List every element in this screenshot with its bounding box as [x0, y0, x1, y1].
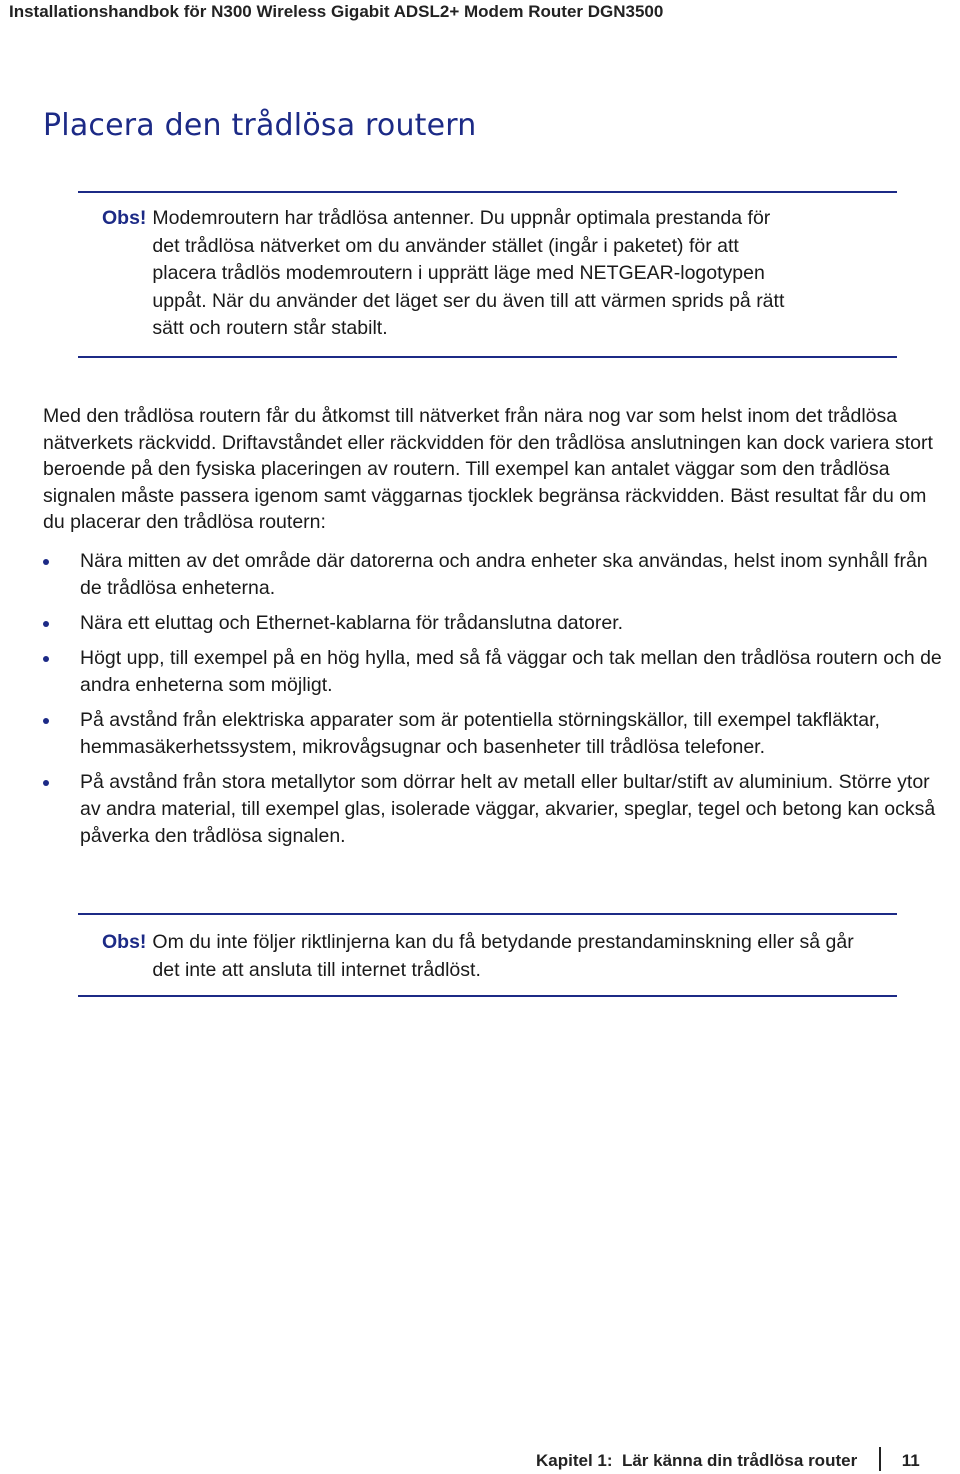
note-box-guidelines — [78, 913, 897, 997]
bullet-icon — [43, 780, 49, 786]
placement-list — [43, 548, 948, 858]
bullet-icon — [43, 559, 49, 565]
chapter-label: Kapitel 1: Lär känna din trådlösa router — [536, 1451, 858, 1470]
note-label: Obs! — [102, 207, 147, 229]
note-text: Modemroutern har trådlösa antenner. Du uppnår optimala prestanda för det trådlösa nätverket om du använder stället (ingår i paketet) för att placera trådlös modemroutern i upprätt läge med NETGEAR-logotypen uppåt. När du använder det läget ser du även till att värmen sprids på rätt sätt och routern står stabilt. — [152, 207, 785, 339]
list-item: Högt upp, till exempel på en hög hylla, med så få väggar och tak mellan den trådlösa routern och de andra enheterna som möjligt. — [43, 645, 948, 699]
document-header: Installationshandbok för N300 Wireless Gigabit ADSL2+ Modem Router DGN3500 — [9, 2, 664, 21]
note-label: Obs! — [102, 931, 147, 953]
bullet-icon — [43, 621, 49, 627]
bullet-icon — [43, 718, 49, 724]
list-item: Nära mitten av det område där datorerna och andra enheter ska användas, helst inom synhåll från de trådlösa enheterna. — [43, 548, 948, 602]
section-title: Placera den trådlösa routern — [43, 108, 477, 143]
page-footer — [536, 1447, 920, 1471]
list-item: På avstånd från elektriska apparater som är potentiella störningskällor, till exempel takfläktar, hemmasäkerhetssystem, mikrovågsugnar och basenheter till trådlösa telefoner. — [43, 707, 948, 761]
page-number: 11 — [901, 1451, 920, 1470]
body-paragraph: Med den trådlösa routern får du åtkomst till nätverket från nära nog var som helst inom det trådlösa nätverkets räckvidd. Driftavståndet eller räckvidden för den trådlösa anslutningen kan dock variera stort beroende på den fysiska placeringen av routern. Till exempel kan antalet väggar som den trådlösa signalen måste passera igenom samt väggarnas tjocklek begränsa räckvidden. Bäst resultat får du om du placerar den trådlösa routern: — [43, 405, 933, 533]
list-item: Nära ett eluttag och Ethernet-kablarna för trådanslutna datorer. — [43, 610, 948, 637]
list-item: På avstånd från stora metallytor som dörrar helt av metall eller bultar/stift av aluminium. Större ytor av andra material, till exempel glas, isolerade väggar, akvarier, speglar, tegel och betong kan också påverka den trådlösa signalen. — [43, 769, 948, 850]
note-text: Om du inte följer riktlinjerna kan du få betydande prestandaminskning eller så går det inte att ansluta till internet trådlöst. — [152, 931, 854, 981]
footer-divider — [879, 1447, 881, 1471]
bullet-icon — [43, 656, 49, 662]
note-box-antennas — [78, 191, 897, 358]
